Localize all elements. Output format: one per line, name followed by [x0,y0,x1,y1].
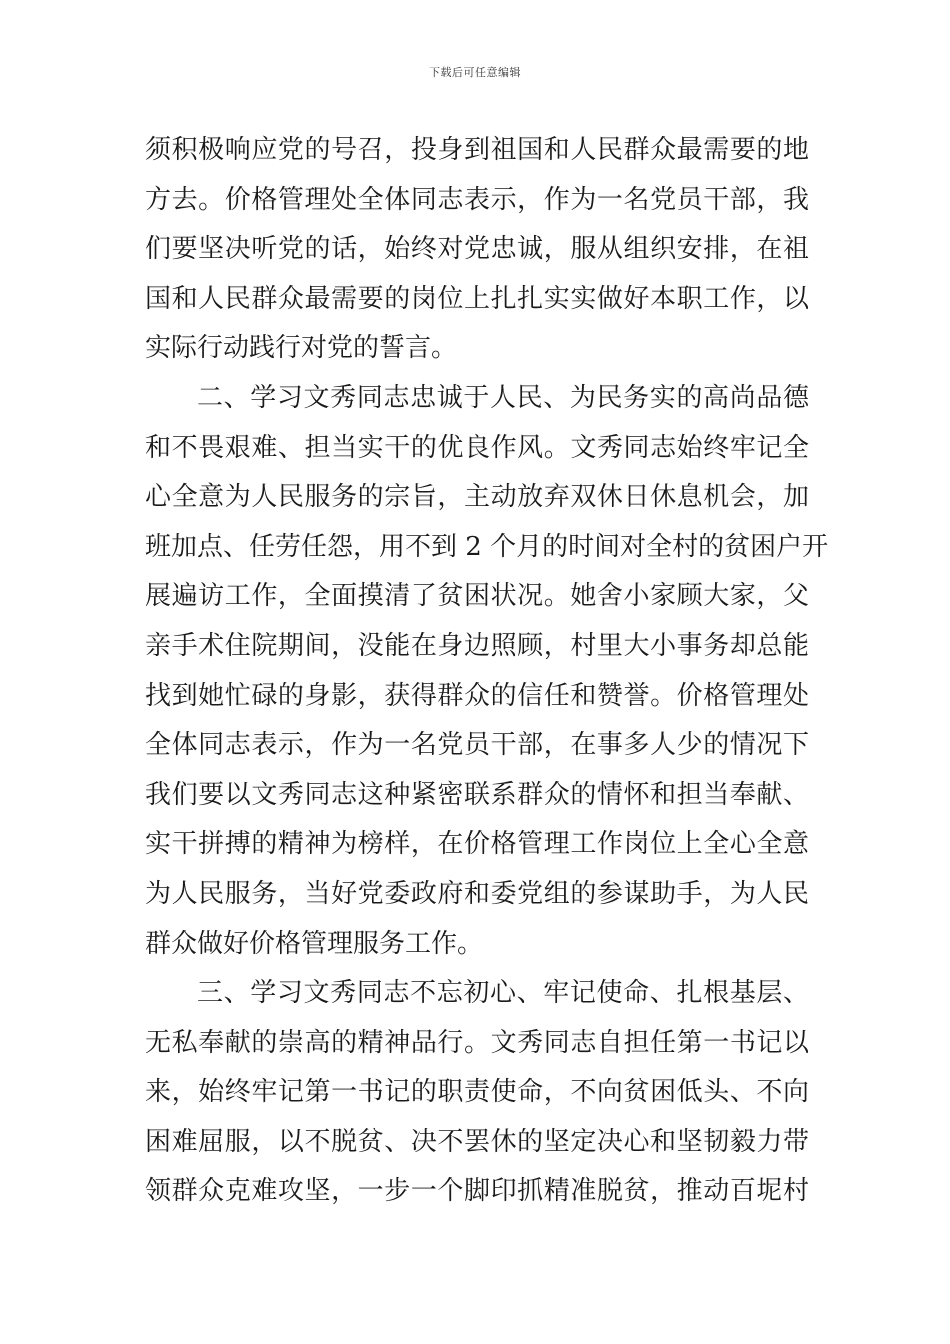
text-line: 无私奉献的崇高的精神品行。文秀同志自担任第一书记以 [145,1027,809,1058]
text-line: 实干拼搏的精神为榜样，在价格管理工作岗位上全心全意 [145,829,809,860]
text-line: 领群众克难攻坚，一步一个脚印抓精准脱贫，推动百坭村 [145,1176,809,1207]
text-line: 们要坚决听党的话，始终对党忠诚，服从组织安排，在祖 [145,234,809,265]
text-line: 和不畏艰难、担当实干的优良作风。文秀同志始终牢记全 [145,432,809,463]
text-line: 心全意为人民服务的宗旨，主动放弃双休日休息机会，加 [145,482,809,513]
document-body [145,126,829,1217]
text-line: 亲手术住院期间，没能在身边照顾，村里大小事务却总能 [145,630,809,661]
page-header-note: 下载后可任意编辑 [429,66,521,79]
text-line: 展遍访工作，全面摸清了贫困状况。她舍小家顾大家，父 [145,581,809,612]
text-line: 班加点、任劳任怨，用不到 2 个月的时间对全村的贫困户开 [145,531,829,562]
text-line: 我们要以文秀同志这种紧密联系群众的情怀和担当奉献、 [145,779,809,810]
text-line: 群众做好价格管理服务工作。 [145,928,484,959]
text-line: 国和人民群众最需要的岗位上扎扎实实做好本职工作，以 [145,283,809,314]
text-line: 方去。价格管理处全体同志表示，作为一名党员干部，我 [145,184,809,215]
text-line: 全体同志表示，作为一名党员干部，在事多人少的情况下 [145,730,809,761]
text-line: 来，始终牢记第一书记的职责使命，不向贫困低头、不向 [145,1077,809,1108]
paragraph-3-first-line: 三、学习文秀同志不忘初心、牢记使命、扎根基层、 [197,978,809,1009]
text-line: 为人民服务，当好党委政府和委党组的参谋助手，为人民 [145,878,809,909]
text-line: 找到她忙碌的身影，获得群众的信任和赞誉。价格管理处 [145,680,809,711]
text-line: 须积极响应党的号召，投身到祖国和人民群众最需要的地 [145,135,809,165]
text-line: 实际行动践行对党的誓言。 [145,333,458,364]
text-line: 困难屈服，以不脱贫、决不罢休的坚定决心和坚韧毅力带 [145,1126,809,1157]
paragraph-2-first-line: 二、学习文秀同志忠诚于人民、为民务实的高尚品德 [197,382,809,413]
